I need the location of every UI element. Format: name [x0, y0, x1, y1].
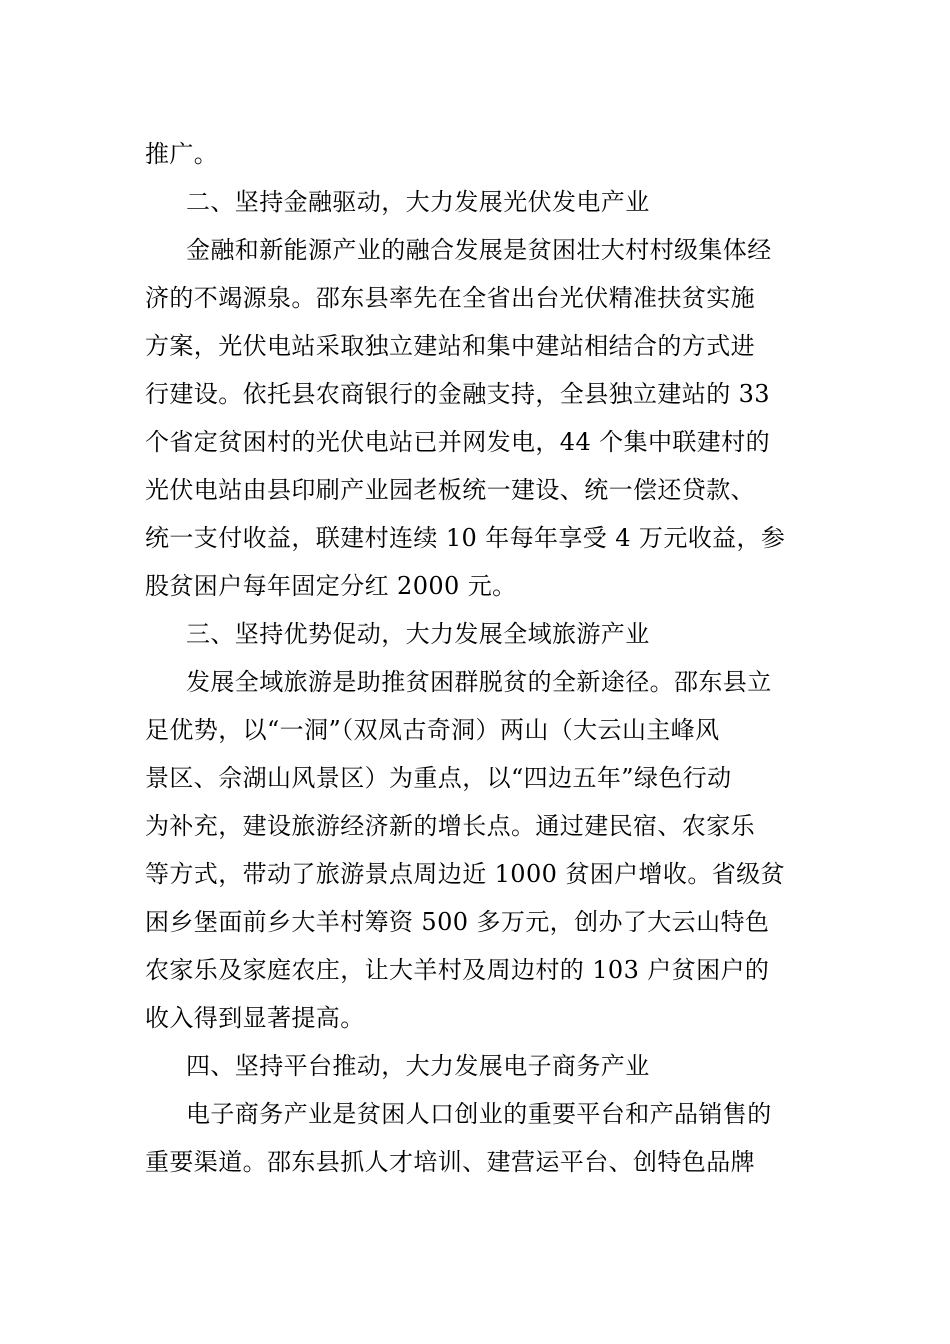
paragraph-line: 足优势，以“一洞”（双凤古奇洞）两山（大云山主峰风 — [145, 716, 720, 744]
paragraph-line: 金融和新能源产业的融合发展是贫困壮大村村级集体经 — [186, 236, 772, 264]
paragraph-line: 个省定贫困村的光伏电站已并网发电，44 个集中联建村的 — [145, 428, 770, 456]
paragraph-line: 收入得到显著提高。 — [145, 1004, 365, 1032]
paragraph-line: 济的不竭源泉。邵东县率先在全省出台光伏精准扶贫实施 — [145, 284, 755, 312]
paragraph-line: 股贫困户每年固定分红 2000 元。 — [145, 572, 517, 600]
paragraph-line: 统一支付收益，联建村连续 10 年每年享受 4 万元收益，参 — [145, 524, 786, 552]
paragraph-line: 困乡堡面前乡大羊村筹资 500 多万元，创办了大云山特色 — [145, 908, 770, 936]
paragraph-line: 电子商务产业是贫困人口创业的重要平台和产品销售的 — [186, 1100, 772, 1128]
paragraph-line: 光伏电站由县印刷产业园老板统一建设、统一偿还贷款、 — [145, 476, 755, 504]
paragraph-line: 为补充，建设旅游经济新的增长点。通过建民宿、农家乐 — [145, 812, 755, 840]
paragraph-line: 方案，光伏电站采取独立建站和集中建站相结合的方式进 — [145, 332, 755, 360]
paragraph-line: 发展全域旅游是助推贫困群脱贫的全新途径。邵东县立 — [186, 668, 772, 696]
section-heading: 四、坚持平台推动，大力发展电子商务产业 — [186, 1052, 650, 1080]
paragraph-line: 行建设。依托县农商银行的金融支持，全县独立建站的 33 — [145, 380, 770, 408]
paragraph-line: 农家乐及家庭农庄，让大羊村及周边村的 103 户贫困户的 — [145, 956, 770, 984]
section-heading: 三、坚持优势促动，大力发展全域旅游产业 — [186, 620, 650, 648]
paragraph-line: 推广。 — [145, 140, 219, 168]
paragraph-line: 重要渠道。邵东县抓人才培训、建营运平台、创特色品牌 — [145, 1148, 755, 1176]
section-heading: 二、坚持金融驱动，大力发展光伏发电产业 — [186, 188, 650, 216]
paragraph-line: 等方式，带动了旅游景点周边近 1000 贫困户增收。省级贫 — [145, 860, 785, 888]
paragraph-line: 景区、佘湖山风景区）为重点，以“四边五年”绿色行动 — [145, 764, 732, 792]
